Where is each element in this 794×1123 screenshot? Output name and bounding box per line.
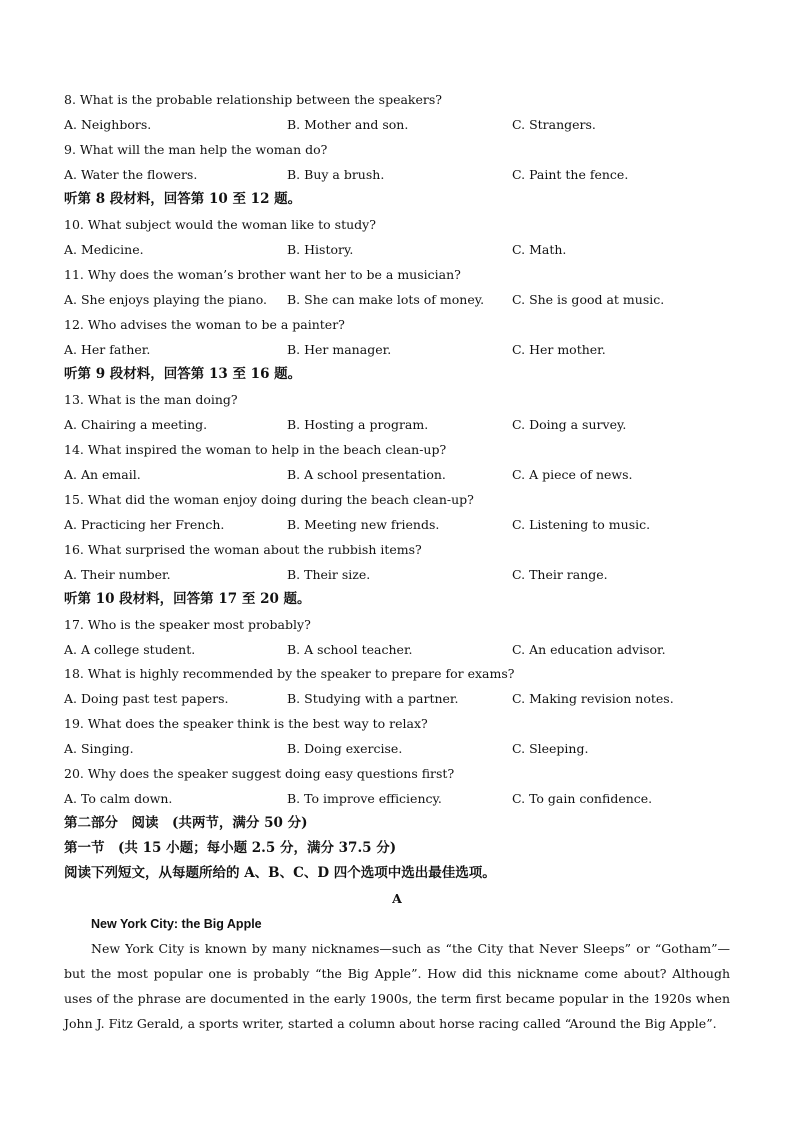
- q14-option-a: A. An email.: [64, 467, 141, 482]
- q16-option-b: B. Their size.: [287, 567, 371, 582]
- q15-option-c: C. Listening to music.: [512, 517, 651, 532]
- q13-option-b: B. Hosting a program.: [287, 417, 429, 432]
- section-heading-8: 听第 8 段材料，回答第 10 至 12 题。: [64, 191, 302, 207]
- q16-option-c: C. Their range.: [512, 567, 608, 582]
- question-20: 20. Why does the speaker suggest doing easy questions first?: [64, 766, 455, 781]
- q8-option-a: A. Neighbors.: [64, 117, 152, 132]
- q9-option-c: C. Paint the fence.: [512, 167, 629, 182]
- q18-option-c: C. Making revision notes.: [512, 691, 674, 706]
- q9-option-a: A. Water the flowers.: [64, 167, 198, 182]
- q12-option-c: C. Her mother.: [512, 342, 606, 357]
- q18-option-a: A. Doing past test papers.: [64, 691, 229, 706]
- q14-option-b: B. A school presentation.: [287, 467, 446, 482]
- reading-instructions: 阅读下列短文，从每题所给的 A、B、C、D 四个选项中选出最佳选项。: [64, 865, 496, 881]
- q10-option-b: B. History.: [287, 242, 354, 257]
- question-13: 13. What is the man doing?: [64, 392, 238, 407]
- q17-option-a: A. A college student.: [64, 642, 196, 657]
- q8-option-b: B. Mother and son.: [287, 117, 409, 132]
- section-one-heading: 第一节 (共 15 小题；每小题 2.5 分，满分 37.5 分): [64, 840, 397, 856]
- question-16: 16. What surprised the woman about the rubbish items?: [64, 542, 422, 557]
- question-15: 15. What did the woman enjoy doing during the beach clean-up?: [64, 492, 474, 507]
- passage-letter: A: [392, 891, 402, 906]
- question-17: 17. Who is the speaker most probably?: [64, 617, 311, 632]
- q12-option-b: B. Her manager.: [287, 342, 392, 357]
- passage-body: New York City is known by many nicknames—such as “the City that Never Sleeps” or “Gotham”—but the most popular one is probably “the Big Apple”. How did this nickname come about? Although uses of the phrase are documented in the early 1900s, the term first became popular in the 1920s when John J. Fitz Gerald, a sports writer, started a column about horse racing called “Around the Big Apple”.: [64, 941, 730, 1031]
- q20-option-a: A. To calm down.: [64, 791, 173, 806]
- q13-option-a: A. Chairing a meeting.: [64, 417, 208, 432]
- q16-option-a: A. Their number.: [64, 567, 171, 582]
- question-10: 10. What subject would the woman like to study?: [64, 217, 376, 232]
- q18-option-b: B. Studying with a partner.: [287, 691, 459, 706]
- question-19: 19. What does the speaker think is the best way to relax?: [64, 716, 428, 731]
- question-11: 11. Why does the woman’s brother want her to be a musician?: [64, 267, 461, 282]
- q15-option-a: A. Practicing her French.: [64, 517, 225, 532]
- q11-option-b: B. She can make lots of money.: [287, 292, 485, 307]
- q11-option-a: A. She enjoys playing the piano.: [64, 292, 268, 307]
- q20-option-b: B. To improve efficiency.: [287, 791, 442, 806]
- q12-option-a: A. Her father.: [64, 342, 151, 357]
- question-12: 12. Who advises the woman to be a painter?: [64, 317, 345, 332]
- question-14: 14. What inspired the woman to help in the beach clean-up?: [64, 442, 447, 457]
- q17-option-b: B. A school teacher.: [287, 642, 413, 657]
- q10-option-c: C. Math.: [512, 242, 567, 257]
- part-two-heading: 第二部分 阅读 (共两节，满分 50 分): [64, 815, 308, 831]
- question-9: 9. What will the man help the woman do?: [64, 142, 328, 157]
- q11-option-c: C. She is good at music.: [512, 292, 665, 307]
- q8-option-c: C. Strangers.: [512, 117, 596, 132]
- section-heading-9: 听第 9 段材料，回答第 13 至 16 题。: [64, 366, 302, 382]
- q13-option-c: C. Doing a survey.: [512, 417, 627, 432]
- q19-option-a: A. Singing.: [64, 741, 134, 756]
- q15-option-b: B. Meeting new friends.: [287, 517, 440, 532]
- q17-option-c: C. An education advisor.: [512, 642, 666, 657]
- section-heading-10: 听第 10 段材料，回答第 17 至 20 题。: [64, 591, 311, 607]
- q19-option-b: B. Doing exercise.: [287, 741, 403, 756]
- passage-title: New York City: the Big Apple: [91, 917, 262, 931]
- question-18: 18. What is highly recommended by the speaker to prepare for exams?: [64, 666, 515, 681]
- q19-option-c: C. Sleeping.: [512, 741, 589, 756]
- q20-option-c: C. To gain confidence.: [512, 791, 653, 806]
- passage-paragraph: [64, 936, 730, 1036]
- q14-option-c: C. A piece of news.: [512, 467, 633, 482]
- q9-option-b: B. Buy a brush.: [287, 167, 385, 182]
- question-8: 8. What is the probable relationship between the speakers?: [64, 92, 442, 107]
- q10-option-a: A. Medicine.: [64, 242, 144, 257]
